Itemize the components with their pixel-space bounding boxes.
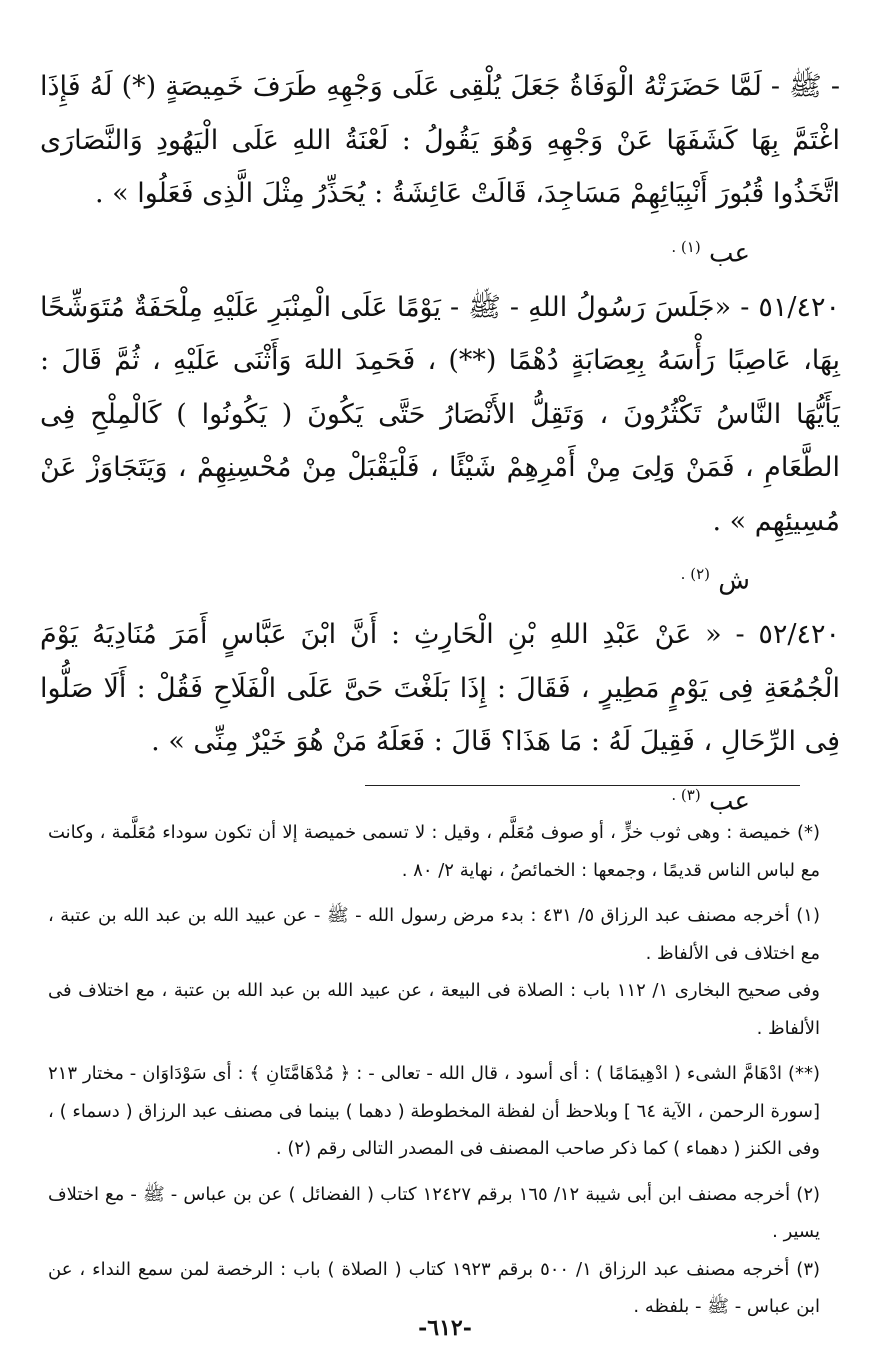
hadith-text: ٥٢/٤٢٠ - « عَنْ عَبْدِ اللهِ بْنِ الْحَارِثِ : أَنَّ ابْنَ عَبَّاسٍ أَمَرَ مُنَادِيَهُ يَوْمَ الْجُمُعَةِ فِى يَوْمٍ مَطِيرٍ ، فَقَالَ : إِذَا بَلَغْتَ حَىَّ عَلَى الْفَلَاحِ فَقُلْ : أَلَا صَلُّوا فِى الرِّحَالِ ، فَقِيلَ لَهُ : مَا هَذَا؟ قَالَ : فَعَلَهُ مَنْ هُوَ خَيْرٌ مِنِّى » . [40, 619, 840, 758]
hadith-entry [40, 281, 840, 609]
footnote: (٢) أخرجه مصنف ابن أبى شيبة ١٢/ ١٦٥ برقم ١٢٤٢٧ كتاب ( الفضائل ) عن بن عباس - ﷺ - مع اختلاف يسير . [48, 1183, 821, 1242]
hadith-source [40, 548, 840, 608]
footnote-ref: (٣) . [671, 785, 701, 804]
footnote: (١) أخرجه مصنف عبد الرزاق ٥/ ٤٣١ : بدء مرض رسول الله - ﷺ - عن عبيد الله بن عبد الله بن عتبة ، مع اختلاف فى الألفاظ . [48, 905, 820, 964]
hadith-entry [40, 608, 840, 829]
source-abbrev: عب [708, 238, 750, 269]
footnote-ref: (٢) . [680, 565, 710, 584]
footnote: (*) خميصة : وهى ثوب خزٍّ ، أو صوف مُعَلَّم ، وقيل : لا تسمى خميصة إلا أن تكون سوداء مُعَلَّمة ، وكانت مع لباس الناس قديمًا ، وجمعها : الخمائصُ ، نهاية ٢/ ٨٠ . [48, 822, 820, 881]
page-number: -٦١٢- [418, 1315, 472, 1341]
footnote-ref: (١) . [671, 237, 701, 256]
source-abbrev: عب [708, 786, 750, 817]
source-abbrev: ش [718, 565, 750, 596]
hadith-entry [40, 60, 840, 281]
footnote-divider [365, 785, 800, 786]
footnote: وفى صحيح البخارى ١/ ١١٢ باب : الصلاة فى البيعة ، عن عبيد الله بن عبد الله بن عتبة ، مع اختلاف فى الألفاظ . [48, 980, 820, 1039]
main-text-body [40, 60, 840, 829]
hadith-text: ٥١/٤٢٠ - «جَلَسَ رَسُولُ اللهِ - ﷺ - يَوْمًا عَلَى الْمِنْبَرِ عَلَيْهِ مِلْحَفَةٌ مُتَوَشِّحًا بِهَا، عَاصِبًا رَأْسَهُ بِعِصَابَةٍ دُهْمًا (**) ، فَحَمِدَ اللهَ وَأَثْنَى عَلَيْهِ ، ثُمَّ قَالَ : يَأَيُّهَا النَّاسُ تَكْثُرُونَ ، وَتَقِلُّ الأَنْصَارُ حَتَّى يَكُونَ ( يَكُونُوا ) كَالْمِلْحِ فِى الطَّعَامِ ، فَمَنْ وَلِىَ مِنْ أَمْرِهِمْ شَيْئًا ، فَلْيَقْبَلْ مِنْ مُحْسِنِهِمْ ، وَيَتَجَاوَزْ عَنْ مُسِيئِهِم » . [40, 291, 840, 537]
hadith-text: - ﷺ - لَمَّا حَضَرَتْهُ الْوَفَاةُ جَعَلَ يُلْقِى عَلَى وَجْهِهِ طَرَفَ خَمِيصَةٍ (*) لَهُ فَإِذَا اغْتَمَّ بِهَا كَشَفَهَا عَنْ وَجْهِهِ وَهُوَ يَقُولُ : لَعْنَةُ اللهِ عَلَى الْيَهُودِ وَالنَّصَارَى اتَّخَذُوا قُبُورَ أَنْبِيَائِهِمْ مَسَاجِدَ، قَالَتْ عَائِشَةُ : يُحَذِّرُ مِثْلَ الَّذِى فَعَلُوا » . [40, 71, 840, 209]
footnote: (**) ادْهَامَّ الشىء ( ادْهِيمَامًا ) : أى أسود ، قال الله - تعالى - : ﴿ مُدْهَامَّتَانِ ﴾ : أى سَوْدَاوَان - مختار ٢١٣ [سورة الرحمن ، الآية ٦٤ ] وبلاحظ أن لفظة المخطوطة ( دهما ) بينما فى مصنف عبد الرزاق ( دسماء ) ، وفى الكنز ( دهماء ) كما ذكر صاحب المصنف فى المصدر التالى رقم (٢) . [48, 1063, 820, 1159]
hadith-source [40, 221, 840, 281]
footnotes-section [48, 814, 820, 1334]
footnote: (٣) أخرجه مصنف عبد الرزاق ١/ ٥٠٠ برقم ١٩٢٣ كتاب ( الصلاة ) باب : الرخصة لمن سمع النداء ، عن ابن عباس - ﷺ - بلفظه . [48, 1258, 821, 1317]
